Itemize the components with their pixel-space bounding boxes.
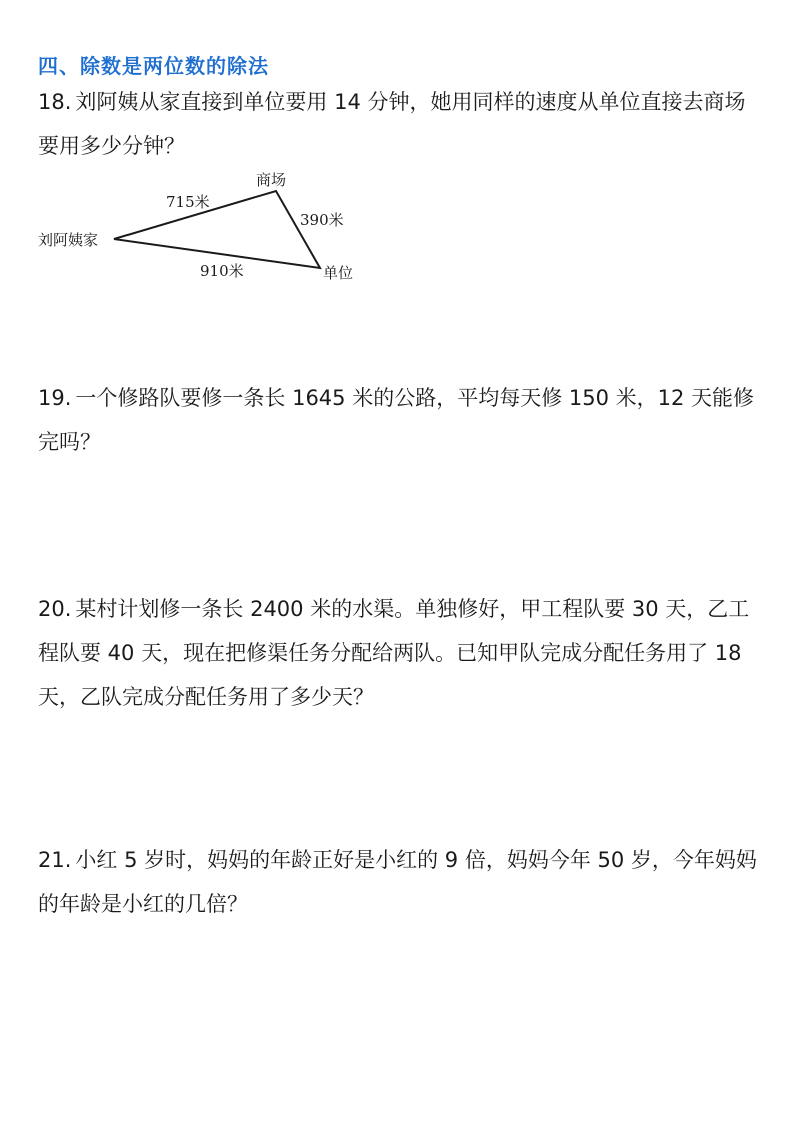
question-number: 21. [38, 848, 72, 872]
question-text: 某村计划修一条长 2400 米的水渠。单独修好，甲工程队要 30 天，乙工程队要 40 天，现在把修渠任务分配给两队。已知甲队完成分配任务用了 18 天，乙队完成分配任务用了多少天？ [38, 597, 750, 709]
question-21 [38, 838, 766, 926]
route-diagram [30, 165, 390, 295]
question-text: 一个修路队要修一条长 1645 米的公路，平均每天修 150 米，12 天能修完吗？ [38, 386, 755, 454]
mall-to-office-distance: 390米 [300, 211, 344, 229]
question-number: 20. [38, 597, 72, 621]
section-title: 四、除数是两位数的除法 [38, 54, 269, 78]
question-number: 19. [38, 386, 72, 410]
route-triangle [114, 191, 320, 268]
question-text: 刘阿姨从家直接到单位要用 14 分钟，她用同样的速度从单位直接去商场要用多少分钟？ [38, 90, 746, 158]
home-to-mall-distance: 715米 [166, 193, 210, 211]
office-label: 单位 [323, 264, 354, 282]
mall-label: 商场 [256, 171, 287, 189]
home-label: 刘阿姨家 [38, 231, 99, 249]
home-to-office-distance: 910米 [200, 262, 244, 280]
question-number: 18. [38, 90, 72, 114]
triangle-diagram [30, 165, 390, 295]
question-18 [38, 80, 766, 168]
question-text: 小红 5 岁时，妈妈的年龄正好是小红的 9 倍，妈妈今年 50 岁，今年妈妈的年龄是小红的几倍？ [38, 848, 757, 916]
question-20 [38, 587, 766, 719]
question-19 [38, 376, 766, 464]
